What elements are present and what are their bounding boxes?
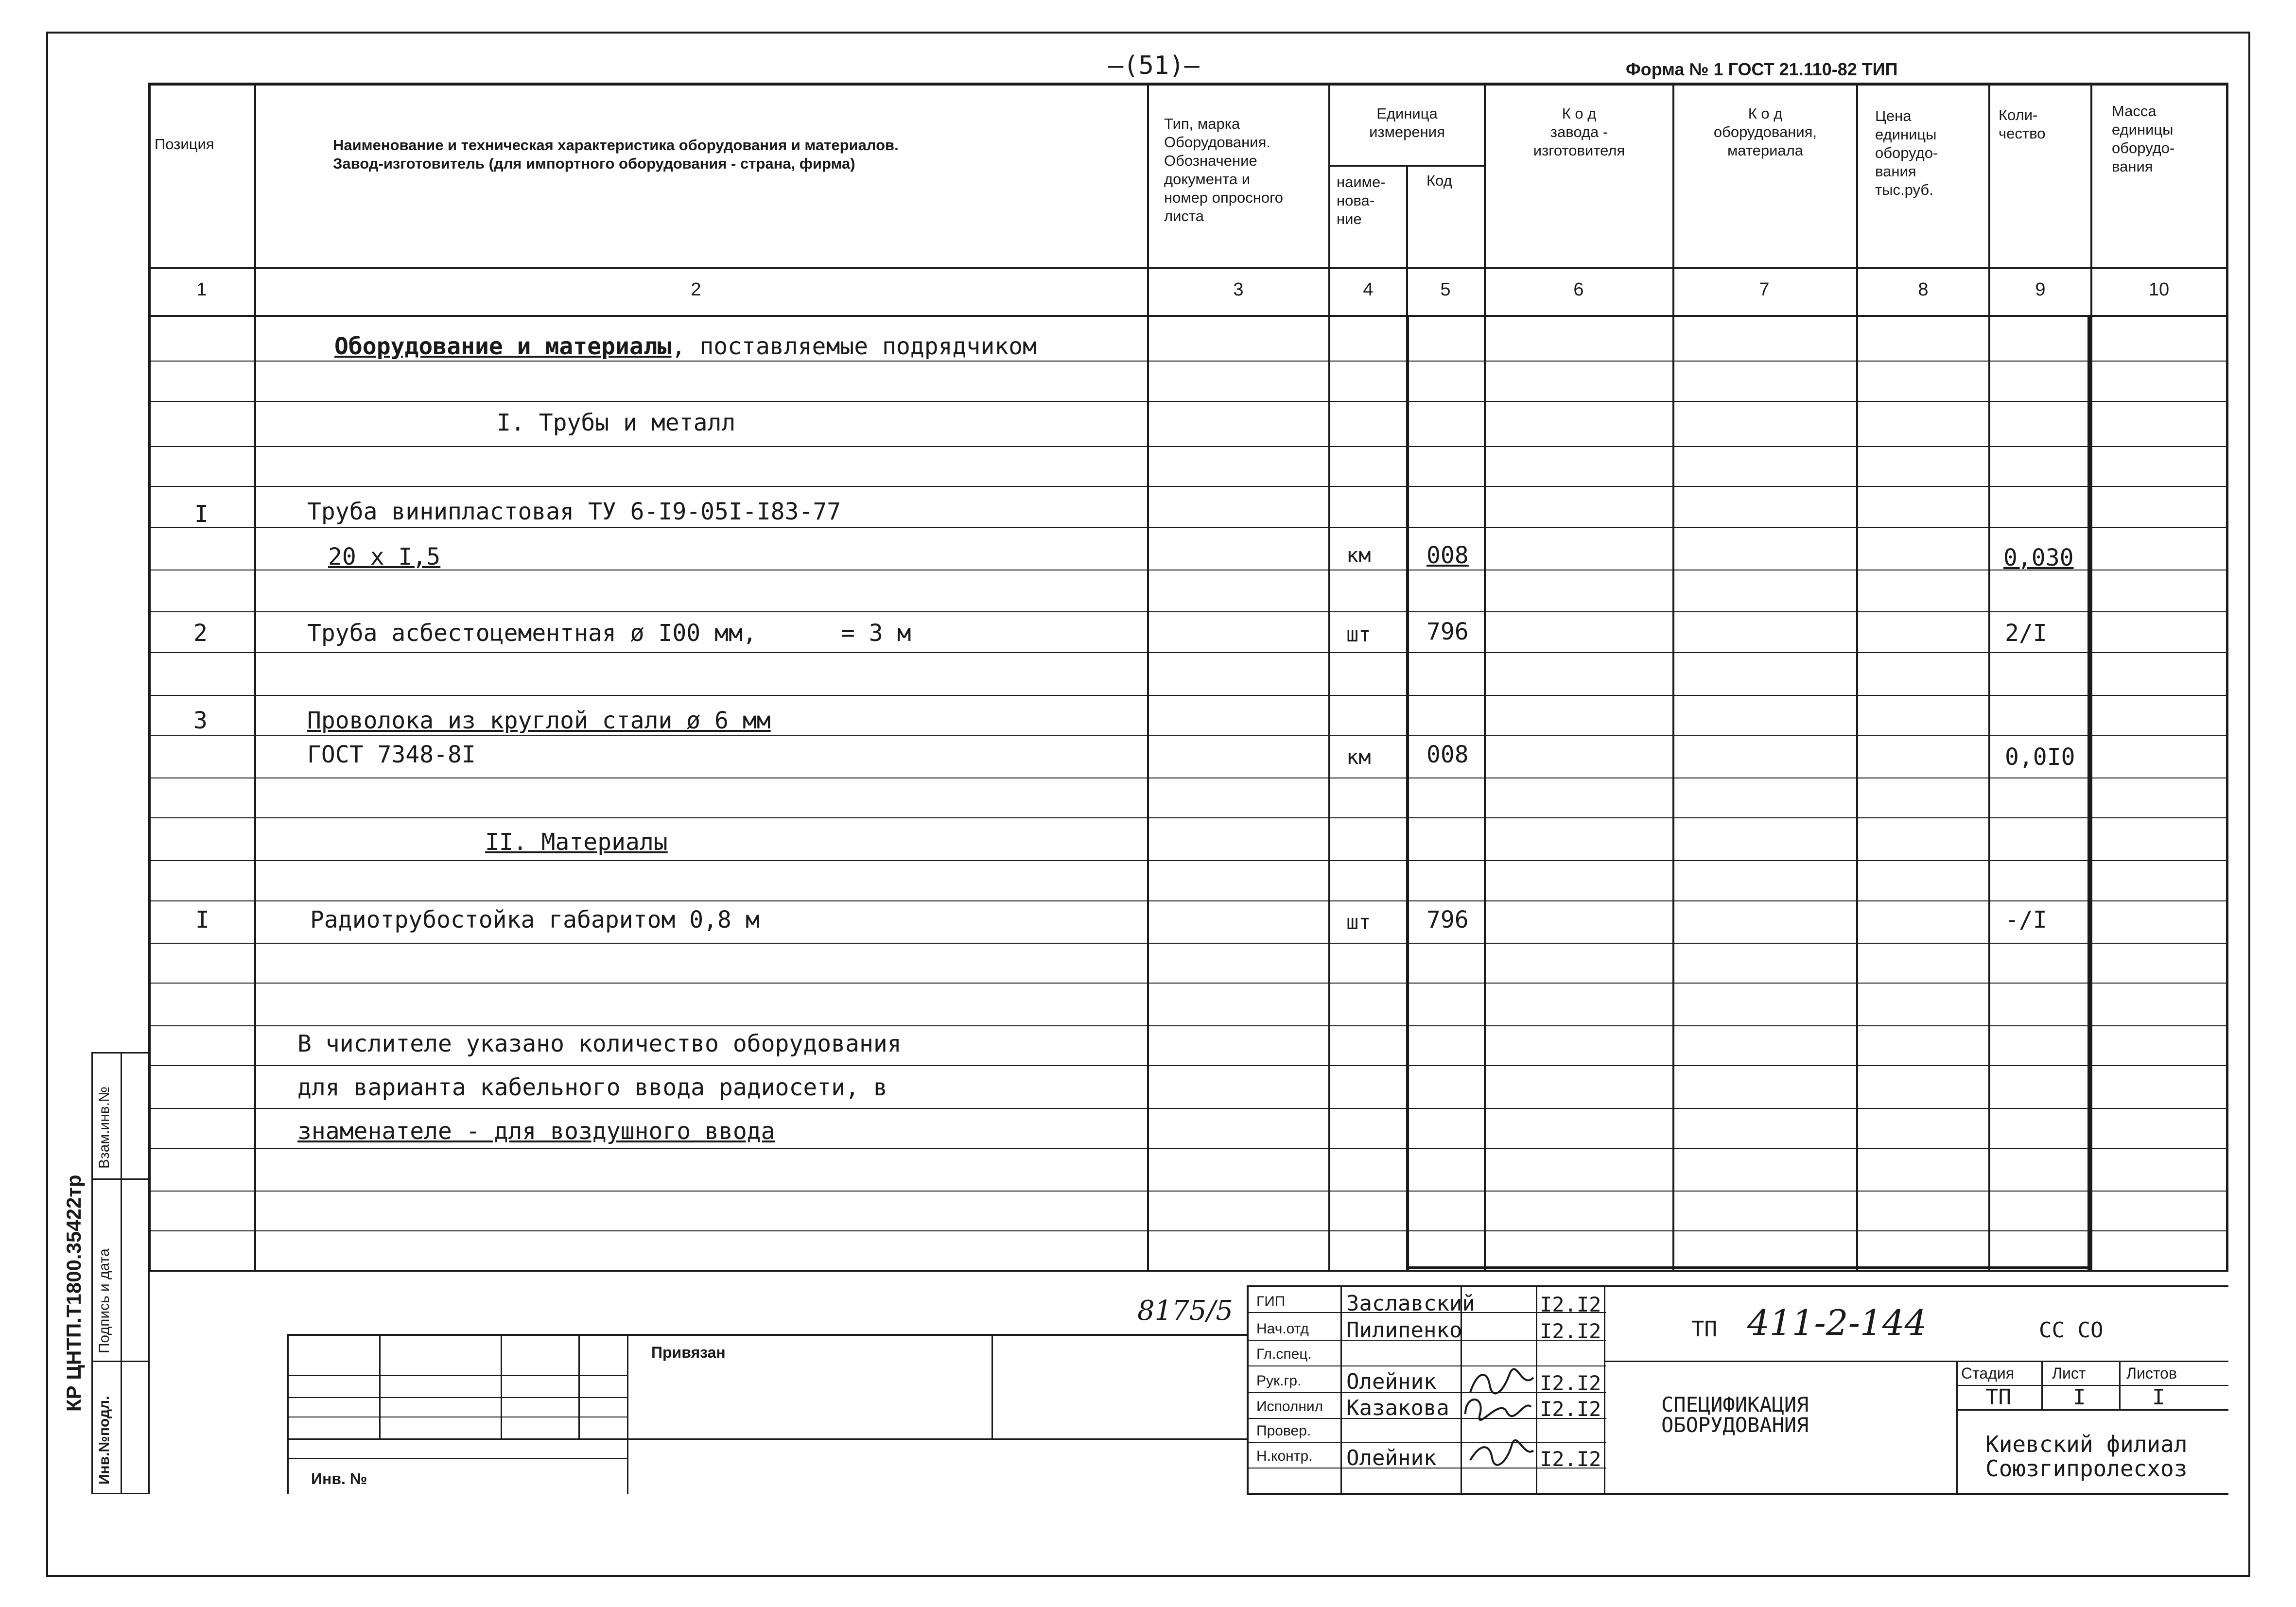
name-oleinik-1: Олейник bbox=[1346, 1369, 1437, 1394]
role-gip: ГИП bbox=[1256, 1294, 1286, 1310]
page-border-right bbox=[2248, 32, 2250, 1577]
date-4: I2.I2 bbox=[1540, 1397, 1601, 1421]
col-number-2: 2 bbox=[691, 279, 701, 300]
row3b-qty: 0,0I0 bbox=[2005, 743, 2075, 771]
row1-name: Труба винипластовая ТУ 6-I9-05I-I83-77 bbox=[307, 498, 841, 525]
row3-position: 3 bbox=[193, 707, 208, 734]
role-nach-otd: Нач.отд bbox=[1256, 1321, 1309, 1337]
row1-position: I bbox=[194, 501, 209, 528]
form-label: Форма № 1 ГОСТ 21.110-82 ТИП bbox=[1626, 59, 1898, 79]
date-3: I2.I2 bbox=[1540, 1371, 1601, 1395]
row4-position: I bbox=[195, 906, 209, 933]
col-number-3: 3 bbox=[1233, 279, 1244, 300]
stamp-handwritten-number: 8175/5 bbox=[1137, 1295, 1234, 1327]
note-line-2: для варианта кабельного ввода радиосети, в bbox=[297, 1074, 887, 1101]
header-name: Наименование и техническая характеристика оборудования и материалов. Завод-изготовитель (для импортного оборудования - страна, фирма) bbox=[333, 137, 899, 172]
signature-3 bbox=[1468, 1436, 1536, 1470]
page-border-left bbox=[46, 32, 48, 1577]
col-number-8: 8 bbox=[1918, 279, 1929, 300]
subsection-materials: II. Материалы bbox=[485, 829, 668, 856]
col-number-10: 10 bbox=[2148, 279, 2170, 300]
row3-name: Проволока из круглой стали ø 6 мм bbox=[307, 707, 771, 734]
row2-name: Труба асбестоцементная ø I00 мм, bbox=[307, 620, 757, 647]
sheets-label: Листов bbox=[2126, 1365, 2177, 1382]
row1b-qty: 0,030 bbox=[2003, 544, 2074, 571]
col-number-4: 4 bbox=[1363, 279, 1374, 300]
header-equip-code: К о д оборудования, материала bbox=[1713, 105, 1817, 159]
role-n-kontr: Н.контр. bbox=[1256, 1448, 1313, 1464]
stage-label: Стадия bbox=[1961, 1365, 2015, 1382]
name-zaslavsky: Заславский bbox=[1346, 1291, 1475, 1316]
row4-name: Радиотрубостойка габаритом 0,8 м bbox=[310, 906, 760, 933]
tp-prefix: ТП bbox=[1691, 1317, 1717, 1342]
row1b-unit: км bbox=[1346, 543, 1371, 567]
note-line-3: знаменателе - для воздушного ввода bbox=[297, 1118, 775, 1145]
row4-unit: шт bbox=[1346, 910, 1371, 934]
row2-length: = 3 м bbox=[841, 620, 911, 647]
header-unit-name: наиме- нова- ние bbox=[1337, 173, 1386, 227]
section-title: Оборудование и материалы, поставляемые подрядчиком bbox=[334, 333, 1037, 360]
stamp-inv-no: Инв. № bbox=[311, 1470, 367, 1487]
org-line-2: Союзгипролесхоз bbox=[1985, 1455, 2188, 1482]
header-price: Цена единицы оборудо- вания тыс.руб. bbox=[1875, 107, 1938, 198]
sheet-label: Лист bbox=[2052, 1365, 2086, 1382]
row3b-code: 008 bbox=[1426, 741, 1469, 768]
date-5: I2.I2 bbox=[1540, 1447, 1601, 1471]
sheets-value: I bbox=[2152, 1385, 2165, 1410]
col-number-6: 6 bbox=[1573, 279, 1584, 300]
header-quantity: Коли- чество bbox=[1999, 106, 2046, 142]
sheet-value: I bbox=[2073, 1385, 2086, 1410]
header-unit-code: Код bbox=[1426, 172, 1452, 189]
row1b-name: 20 x I,5 bbox=[328, 543, 441, 570]
doc-cc-code: СС СО bbox=[2039, 1318, 2104, 1343]
header-mass: Масса единицы оборудо- вания bbox=[2112, 103, 2175, 175]
col-number-7: 7 bbox=[1759, 279, 1770, 300]
page-number: –(51)– bbox=[1108, 51, 1200, 80]
header-type: Тип, марка Оборудования. Обозначение документа и номер опросного листа bbox=[1164, 115, 1284, 225]
header-unit: Единица измерения bbox=[1369, 105, 1445, 140]
row2-position: 2 bbox=[193, 620, 208, 647]
role-ispolnil: Исполнил bbox=[1256, 1399, 1323, 1415]
note-line-1: В числителе указано количество оборудования bbox=[297, 1030, 902, 1057]
org-line-1: Киевский филиал bbox=[1985, 1431, 2188, 1457]
role-ruk-gr: Рук.гр. bbox=[1256, 1373, 1302, 1389]
name-pilipenko: Пилипенко bbox=[1346, 1318, 1462, 1343]
page-border-bottom bbox=[46, 1575, 2250, 1577]
side-doc-code: КР ЦНТП.Т1800.35422тр bbox=[62, 1175, 85, 1412]
row3b-name: ГОСТ 7348-8I bbox=[307, 741, 476, 768]
signature-2 bbox=[1461, 1392, 1533, 1421]
stage-value: ТП bbox=[1985, 1385, 2011, 1410]
row2-qty: 2/I bbox=[2005, 620, 2047, 647]
side-inv-podl: Инв.№подл. bbox=[96, 1396, 112, 1485]
subsection-pipes-metal: I. Трубы и металл bbox=[497, 409, 736, 436]
tp-number: 411-2-144 bbox=[1747, 1302, 1927, 1343]
header-position: Позиция bbox=[155, 136, 214, 153]
row2-code: 796 bbox=[1426, 618, 1469, 645]
name-oleinik-2: Олейник bbox=[1346, 1446, 1437, 1470]
row2-unit: шт bbox=[1346, 622, 1371, 646]
side-vzam-inv: Взам.инв.№ bbox=[96, 1086, 112, 1169]
row4-code: 796 bbox=[1426, 906, 1469, 933]
name-kazakova: Казакова bbox=[1346, 1396, 1449, 1420]
row1b-code: 008 bbox=[1426, 542, 1469, 569]
col-number-5: 5 bbox=[1440, 279, 1451, 300]
side-podpis-data: Подпись и дата bbox=[96, 1248, 112, 1353]
page-border-top bbox=[46, 32, 2250, 34]
col-number-1: 1 bbox=[196, 279, 207, 300]
role-gl-spec: Гл.спец. bbox=[1256, 1346, 1312, 1362]
role-prover: Провер. bbox=[1256, 1423, 1311, 1439]
date-2: I2.I2 bbox=[1540, 1319, 1601, 1343]
row4-qty: -/I bbox=[2005, 906, 2047, 933]
row3b-unit: км bbox=[1346, 745, 1371, 769]
col-number-9: 9 bbox=[2035, 279, 2046, 300]
stamp-privyazan: Привязан bbox=[651, 1344, 726, 1361]
date-1: I2.I2 bbox=[1540, 1293, 1601, 1316]
header-maker-code: К о д завода - изготовителя bbox=[1533, 105, 1625, 159]
doc-title: СПЕЦИФИКАЦИЯ ОБОРУДОВАНИЯ bbox=[1661, 1393, 1809, 1437]
